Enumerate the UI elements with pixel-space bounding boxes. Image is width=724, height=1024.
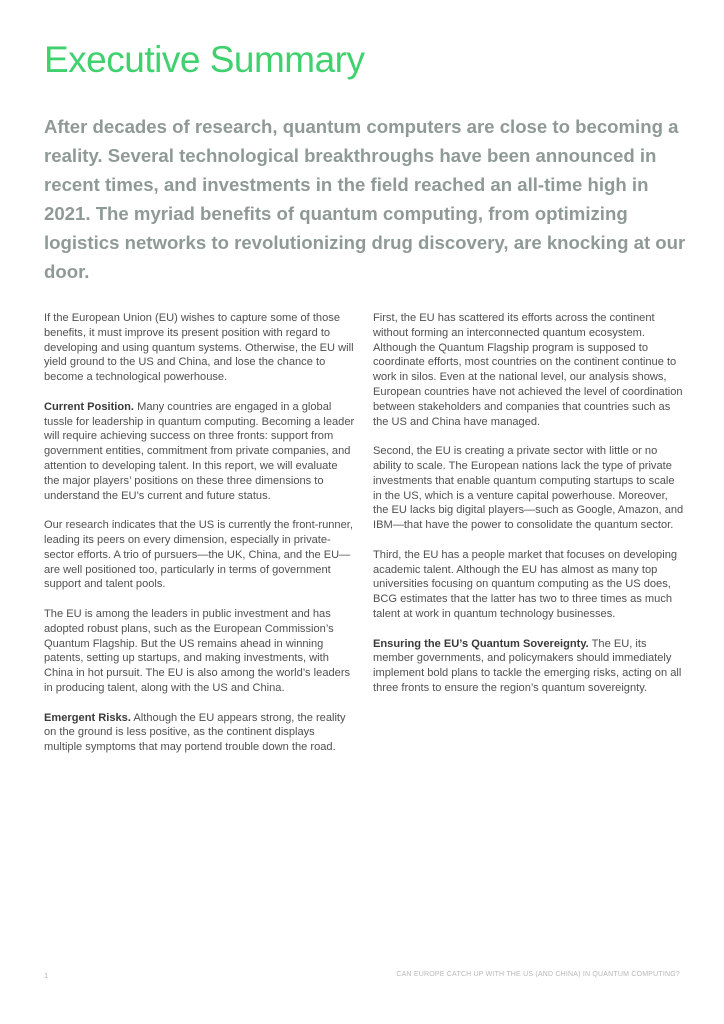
current-position-heading: Current Position.: [44, 400, 134, 413]
page-number: 1: [44, 971, 49, 980]
right-paragraph-1: First, the EU has scattered its efforts across the continent without forming an interconnected quantum ecosystem. Although the Quantum Flagship program is supposed to coordinate efforts, most countries on the continent continue to work in silos. Even at the national level, our analysis shows, European countries have not achieved the level of coordination between stakeholders and companies that countries such as the US and China have managed.: [373, 312, 683, 428]
left-paragraph-4: The EU is among the leaders in public investment and has adopted robust plans, such as the European Commission’s Quantum Flagship. But the US remains ahead in winning patents, setting up startups, and making investments, with China in hot pursuit. The EU is also among the world’s leaders in producing talent, along with the US and China.: [44, 607, 351, 694]
sovereignty-text: The EU, its member governments, and policymakers should immediately implement bold plans to tackle the emerging risks, acting on all three fronts to ensure the region’s quantum sovereignty.: [373, 637, 682, 694]
right-paragraph-4: [373, 637, 685, 696]
left-paragraph-5: [44, 711, 356, 755]
emergent-risks-text: Although the EU appears strong, the reality on the ground is less positive, as the continent displays multiple symptoms that may portend trouble down the road.: [44, 711, 346, 754]
lead-paragraph: After decades of research, quantum computers are close to becoming a reality. Several technological breakthroughs have been announced in recent times, and investments in the field reached an all-time high in 2021. The myriad benefits of quantum computing, from optimizing logistics networks to revolutionizing drug discovery, are knocking at our door.: [44, 116, 686, 282]
right-paragraph-3: Third, the EU has a people market that focuses on developing academic talent. Although the EU has almost as many top universities focusing on quantum computing as the US does, BCG estimates that the latter has two to three times as much talent at work in quantum technology businesses.: [373, 548, 678, 620]
left-paragraph-1: If the European Union (EU) wishes to capture some of those benefits, it must improve its present position with regard to developing and using quantum systems. Otherwise, the EU will yield ground to the US and China, and lose the chance to become a technological powerhouse.: [44, 312, 354, 384]
running-title: CAN EUROPE CATCH UP WITH THE US (AND CHINA) IN QUANTUM COMPUTING?: [396, 971, 680, 978]
emergent-risks-heading: Emergent Risks.: [44, 711, 131, 724]
left-paragraph-3: Our research indicates that the US is currently the front-runner, leading its peers on every dimension, especially in private-sector efforts. A trio of pursuers—the UK, China, and the EU—are well positioned too, particularly in terms of government support and talent pools.: [44, 519, 353, 591]
left-paragraph-2: [44, 400, 356, 504]
current-position-text: Many countries are engaged in a global tussle for leadership in quantum computing. Becoming a leader will require achieving success on three fronts: support from government entities, commitment from private companies, and attention to developing talent. In this report, we will evaluate the major players’ positions on these three dimensions to understand the EU’s current and future status.: [44, 400, 355, 502]
right-paragraph-2: Second, the EU is creating a private sector with little or no ability to scale. The European nations lack the type of private investments that enable quantum computing startups to scale in the US, which is a venture capital powerhouse. Moreover, the EU lacks big digital players—such as Google, Amazon, and IBM—that have the power to consolidate the quantum sector.: [373, 445, 684, 532]
page-title: Executive Summary: [44, 39, 365, 80]
left-column: [44, 311, 356, 770]
right-column: [373, 311, 685, 711]
sovereignty-heading: Ensuring the EU’s Quantum Sovereignty.: [373, 637, 589, 650]
